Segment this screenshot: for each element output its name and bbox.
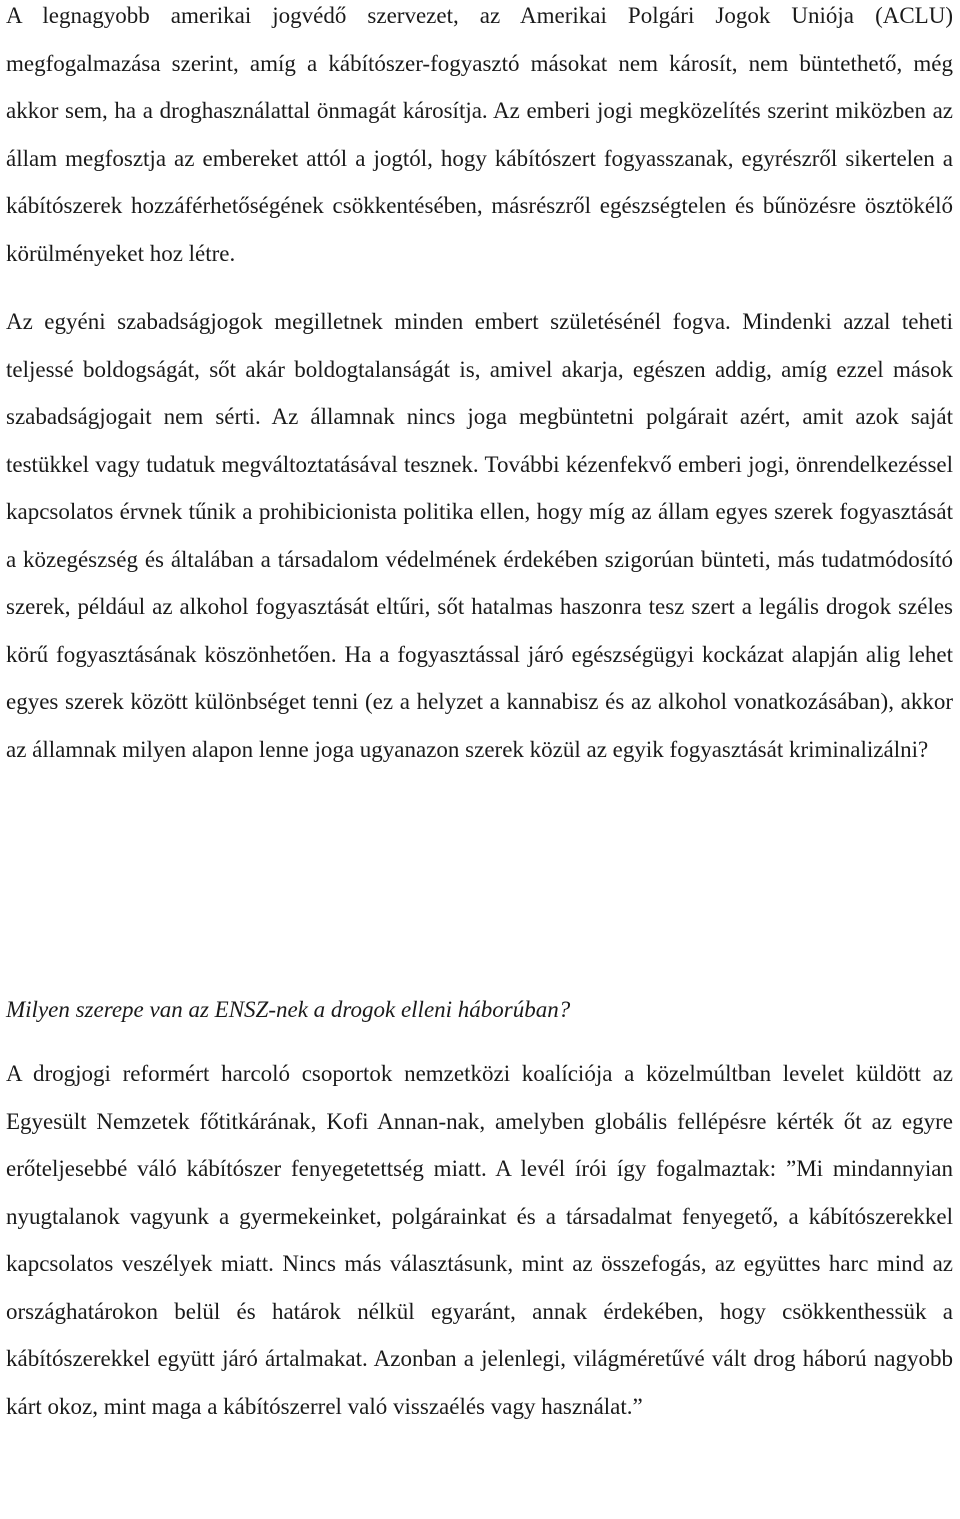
paragraph-aclu: A legnagyobb amerikai jogvédő szervezet, az Amerikai Polgári Jogok Uniója (ACLU) megfogalmazása szerint, amíg a kábítószer-fogyasztó másokat nem károsít, nem büntethető, még akkor sem, ha a droghasználattal önmagát károsítja. Az emberi jogi megközelítés szerint miközben az állam megfosztja az embereket attól a jogtól, hogy kábítószert fogyasszanak, egyrészről sikertelen a kábítószerek hozzáférhetőségének csökkentésében, másrészről egészségtelen és bűnözésre ösztökélő körülményeket hoz létre. <box>6 3 953 266</box>
paragraph-un-letter: A drogjogi reformért harcoló csoportok nemzetközi koalíciója a közelmúltban levelet küldött az Egyesült Nemzetek főtitkárának, Kofi Annan-nak, amelyben globális fellépésre kérték őt az egyre erőteljesebbé váló kábítószer fenyegetettség miatt. A levél írói így fogalmaztak: ”Mi mindannyian nyugtalanok vagyunk a gyermekeinket, polgárainkat és a társadalmat fenyegető, a kábítószerekkel kapcsolatos veszélyek miatt. Nincs más választásunk, mint az összefogás, az együttes harc mind az országhatárokon belül és határok nélkül egyaránt, annak érdekében, hogy csökkenthessük a kábítószerekkel együtt járó ártalmakat. Azonban a jelenlegi, világméretűvé vált drog háború nagyobb kárt okoz, mint maga a kábítószerrel való visszaélés vagy használat.” <box>6 1061 953 1419</box>
section-heading-un: Milyen szerepe van az ENSZ-nek a drogok elleni háborúban? <box>6 997 571 1022</box>
paragraph-individual-freedom: Az egyéni szabadságjogok megilletnek minden embert születésénél fogva. Mindenki azzal teheti teljessé boldogságát, sőt akár boldogtalanságát is, amivel akarja, egészen addig, amíg ezzel mások szabadságjogait nem sérti. Az államnak nincs joga megbüntetni polgárait azért, amit azok saját testükkel vagy tudatuk megváltoztatásával tesznek. További kézenfekvő emberi jogi, önrendelkezéssel kapcsolatos érvnek tűnik a prohibicionista politika ellen, hogy míg az állam egyes szerek fogyasztását a közegészség és általában a társadalom védelmének érdekében szigorúan bünteti, más tudatmódosító szerek, például az alkohol fogyasztását eltűri, sőt hatalmas haszonra tesz szert a legális drogok széles körű fogyasztásának köszönhetően. Ha a fogyasztással járó egészségügyi kockázat alapján alig lehet egyes szerek között különbséget tenni (ez a helyzet a kannabisz és az alkohol vonatkozásában), akkor az államnak milyen alapon lenne joga ugyanazon szerek közül az egyik fogyasztását kriminalizálni? <box>6 309 953 762</box>
